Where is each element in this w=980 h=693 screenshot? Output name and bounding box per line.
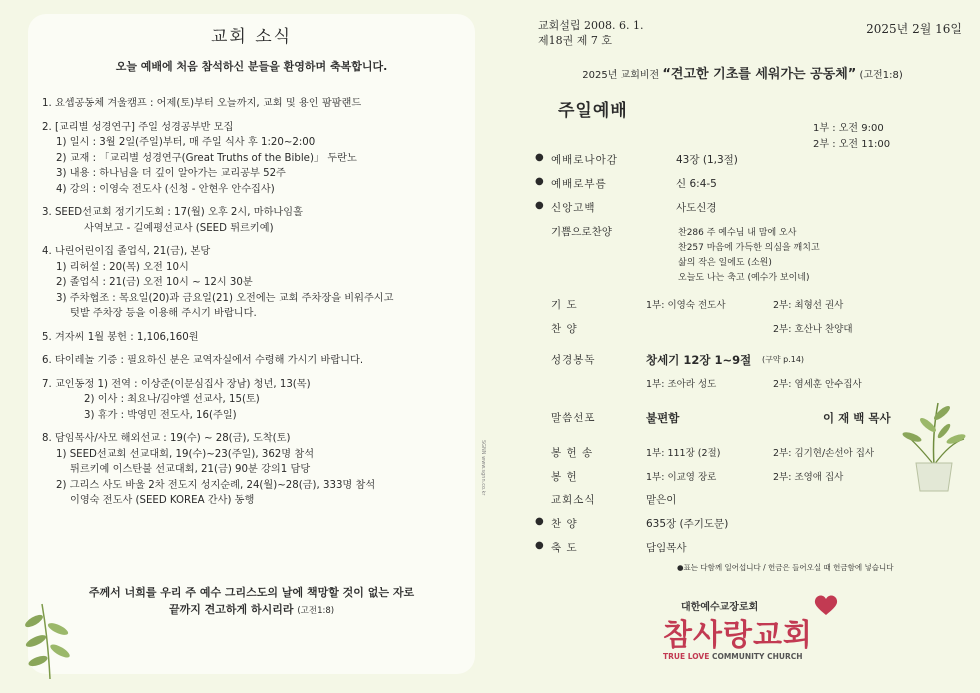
order-value: 2부: 최형선 권사	[773, 300, 844, 311]
praise-hymn: 오늘도 나는 축고 (예수가 보이네)	[678, 273, 810, 283]
order-row-benediction	[505, 540, 980, 556]
news-line: 3) 휴가 : 박영민 전도사, 16(주일)	[84, 409, 237, 421]
verse-line-2: 끝까지 견고하게 하시리라	[168, 603, 294, 616]
order-label: 예배로나아감	[551, 154, 618, 166]
order-value: 2부: 김기현/손선아 집사	[773, 448, 875, 459]
order-row-call	[505, 152, 980, 168]
order-value: 불편함	[646, 411, 680, 425]
news-line: 1) 일시 : 3월 2일(주일)부터, 매 주일 식사 후 1:20~2:00	[56, 137, 316, 148]
order-value: 창세기 12장 1~9절	[646, 353, 752, 367]
order-value: 1부: 111장 (2절)	[646, 448, 721, 459]
news-item	[42, 244, 467, 322]
vision-text: “견고한 기초를 세워가는 공동체”	[662, 67, 857, 82]
logo-english-b: COMMUNITY CHURCH	[711, 652, 803, 661]
logo-name: 참사랑교회	[663, 618, 813, 653]
order-value: 1부: 이교영 장로	[646, 472, 717, 483]
order-value: 맡은이	[646, 494, 677, 506]
standing-bullet-icon: ●	[535, 516, 544, 527]
standing-bullet-icon: ●	[535, 176, 544, 187]
heart-icon	[813, 594, 839, 616]
standing-note: ●표는 다함께 일어섭니다 / 헌금은 들어오실 때 헌금함에 넣습니다	[677, 563, 894, 572]
logo-english-a: TRUE LOVE	[663, 652, 710, 661]
bulletin-header	[538, 18, 643, 48]
news-item	[42, 96, 467, 112]
news-item	[42, 353, 467, 369]
time-first: 1부 : 오전 9:00	[813, 123, 884, 134]
verse-line-1: 주께서 너희를 우리 주 예수 그리스도의 날에 책망할 것이 없는 자로	[88, 586, 415, 599]
news-title: 교회 소식	[210, 27, 293, 47]
news-item	[42, 431, 467, 509]
standing-bullet-icon: ●	[535, 152, 544, 163]
praise-hymn: 찬257 마음에 가득한 의심을 깨치고	[678, 243, 820, 253]
order-row-prayer	[505, 297, 980, 313]
news-line: 2) 졸업식 : 21(금) 오전 10시 ~ 12시 30분	[56, 277, 253, 288]
order-label: 성경봉독	[551, 354, 596, 366]
news-line: 2) 그리스 사도 바울 2차 전도지 성지순례, 24(월)~28(금), 333명 참석	[56, 479, 376, 491]
issue-number: 제18권 제 7 호	[538, 34, 612, 47]
welcome-message: 오늘 예배에 처음 참석하신 분들을 환영하며 축복합니다.	[115, 60, 388, 73]
vision-reference: (고전1:8)	[859, 70, 903, 81]
news-line: 8. 담임목사/사모 해외선교 : 19(수) ~ 28(금), 도착(토)	[42, 433, 291, 444]
news-line: 1) SEED선교회 선교대회, 19(수)~23(주일), 362명 참석	[56, 448, 315, 460]
order-label: 찬 양	[551, 323, 578, 335]
praise-hymns	[678, 226, 820, 286]
order-value: 1부: 조아라 성도	[646, 379, 717, 390]
fold-imprint	[480, 440, 490, 640]
news-item	[42, 330, 467, 346]
order-value: 43장 (1,3절)	[676, 154, 738, 166]
news-line: 2. [교리별 성경연구] 주일 성경공부반 모집	[42, 121, 234, 133]
order-row-reading	[505, 376, 980, 392]
news-line: 튀르키예 이스탄불 선교대회, 21(금) 90분 강의1 담당	[70, 464, 311, 475]
order-label: 찬 양	[551, 518, 578, 530]
leaf-decoration-icon	[20, 599, 80, 679]
praise-hymn: 삶의 작은 일에도 (소원)	[678, 258, 772, 268]
news-line: 6. 타이레놀 기증 : 필요하신 분은 교역자실에서 수령해 가시기 바랍니다.	[42, 355, 364, 366]
news-item	[42, 205, 467, 236]
order-value: 2부: 염세훈 안수집사	[773, 379, 862, 390]
time-second: 2부 : 오전 11:00	[813, 139, 891, 150]
news-list	[42, 96, 467, 517]
logo-denomination: 대한예수교장로회	[681, 602, 759, 613]
order-label: 신앙고백	[551, 202, 596, 214]
news-line: 2) 교재 : 「교리별 성경연구(Great Truths of the Bible)」 두란노	[56, 152, 357, 164]
bulletin-date: 2025년 2월 16일	[866, 22, 962, 36]
order-value: 이 재 백 목사	[823, 411, 891, 425]
order-row-invocation	[505, 176, 980, 192]
news-line: 3) 내용 : 하나님을 더 깊이 알아가는 교리공부 52주	[56, 168, 286, 179]
verse-reference: (고전1:8)	[297, 606, 335, 616]
church-vision	[505, 63, 980, 82]
closing-verse	[28, 584, 475, 620]
news-line: 4. 나린어린이집 졸업식, 21(금), 본당	[42, 246, 211, 257]
order-value: 2부: 호산나 찬양대	[773, 324, 853, 335]
church-news-panel	[28, 14, 475, 674]
order-value: 신 6:4-5	[676, 178, 717, 190]
service-times	[813, 121, 890, 153]
printer-imprint: SGNN www.sgnn.co.kr	[480, 440, 486, 496]
standing-bullet-icon: ●	[535, 540, 544, 551]
news-line: 4) 강의 : 이영숙 전도사 (신청 - 안현우 안수집사)	[56, 183, 275, 195]
vision-prefix: 2025년 교회비전	[582, 70, 660, 81]
news-line: 1. 요셉공동체 겨울캠프 : 어제(토)부터 오늘까지, 교회 및 용인 팜팜랜드	[42, 98, 362, 109]
worship-order-panel	[505, 0, 980, 693]
order-label: 기 도	[551, 299, 578, 311]
order-row-choir	[505, 321, 980, 337]
order-label: 봉 헌	[551, 471, 578, 483]
news-item	[42, 120, 467, 198]
news-line: 3) 주차협조 : 목요일(20)과 금요일(21) 오전에는 교회 주차장을 비워주시고	[56, 292, 394, 304]
order-value: 1부: 이영숙 전도사	[646, 300, 726, 311]
news-item	[42, 377, 467, 424]
church-logo	[663, 598, 863, 668]
logo-english	[663, 652, 803, 661]
order-value: 담임목사	[646, 542, 687, 554]
news-line: 텃밭 주차장 등을 이용해 주시기 바랍니다.	[70, 308, 257, 319]
order-label: 봉 헌 송	[551, 447, 594, 459]
news-line: 3. SEED선교회 정기기도회 : 17(월) 오후 2시, 마하나임홀	[42, 207, 303, 218]
news-line: 5. 겨자씨 1월 봉헌 : 1,106,160원	[42, 331, 199, 343]
order-label: 예배로부름	[551, 178, 607, 190]
order-label: 교회소식	[551, 494, 596, 506]
news-line: 2) 이사 : 최요나/김야엘 선교사, 15(토)	[84, 394, 260, 405]
praise-hymn: 찬286 주 예수님 내 맘에 오사	[678, 228, 797, 238]
order-value: 635장 (주기도문)	[646, 518, 729, 530]
order-value: 사도신경	[676, 202, 717, 214]
order-label: 말씀선포	[551, 412, 596, 424]
order-value: (구약 p.14)	[762, 355, 805, 364]
news-line: 7. 교인동정 1) 전역 : 이상준(이문심집사 장남) 청년, 13(목)	[42, 378, 311, 390]
potted-plant-icon	[898, 395, 970, 495]
order-row-reading	[505, 352, 980, 368]
news-line: 사역보고 - 길예평선교사 (SEED 튀르키예)	[84, 222, 274, 234]
order-row-hymn	[505, 516, 980, 532]
founding-date: 교회설립 2008. 6. 1.	[538, 19, 644, 32]
praise-label: 기쁨으로찬양	[551, 226, 612, 238]
order-label: 축 도	[551, 542, 578, 554]
service-title: 주일예배	[558, 101, 628, 121]
news-line: 1) 리허설 : 20(목) 오전 10시	[56, 261, 189, 273]
standing-bullet-icon: ●	[535, 200, 544, 211]
order-row-creed	[505, 200, 980, 216]
news-line: 이영숙 전도사 (SEED KOREA 간사) 동행	[70, 495, 255, 506]
order-value: 2부: 조영애 집사	[773, 472, 844, 483]
